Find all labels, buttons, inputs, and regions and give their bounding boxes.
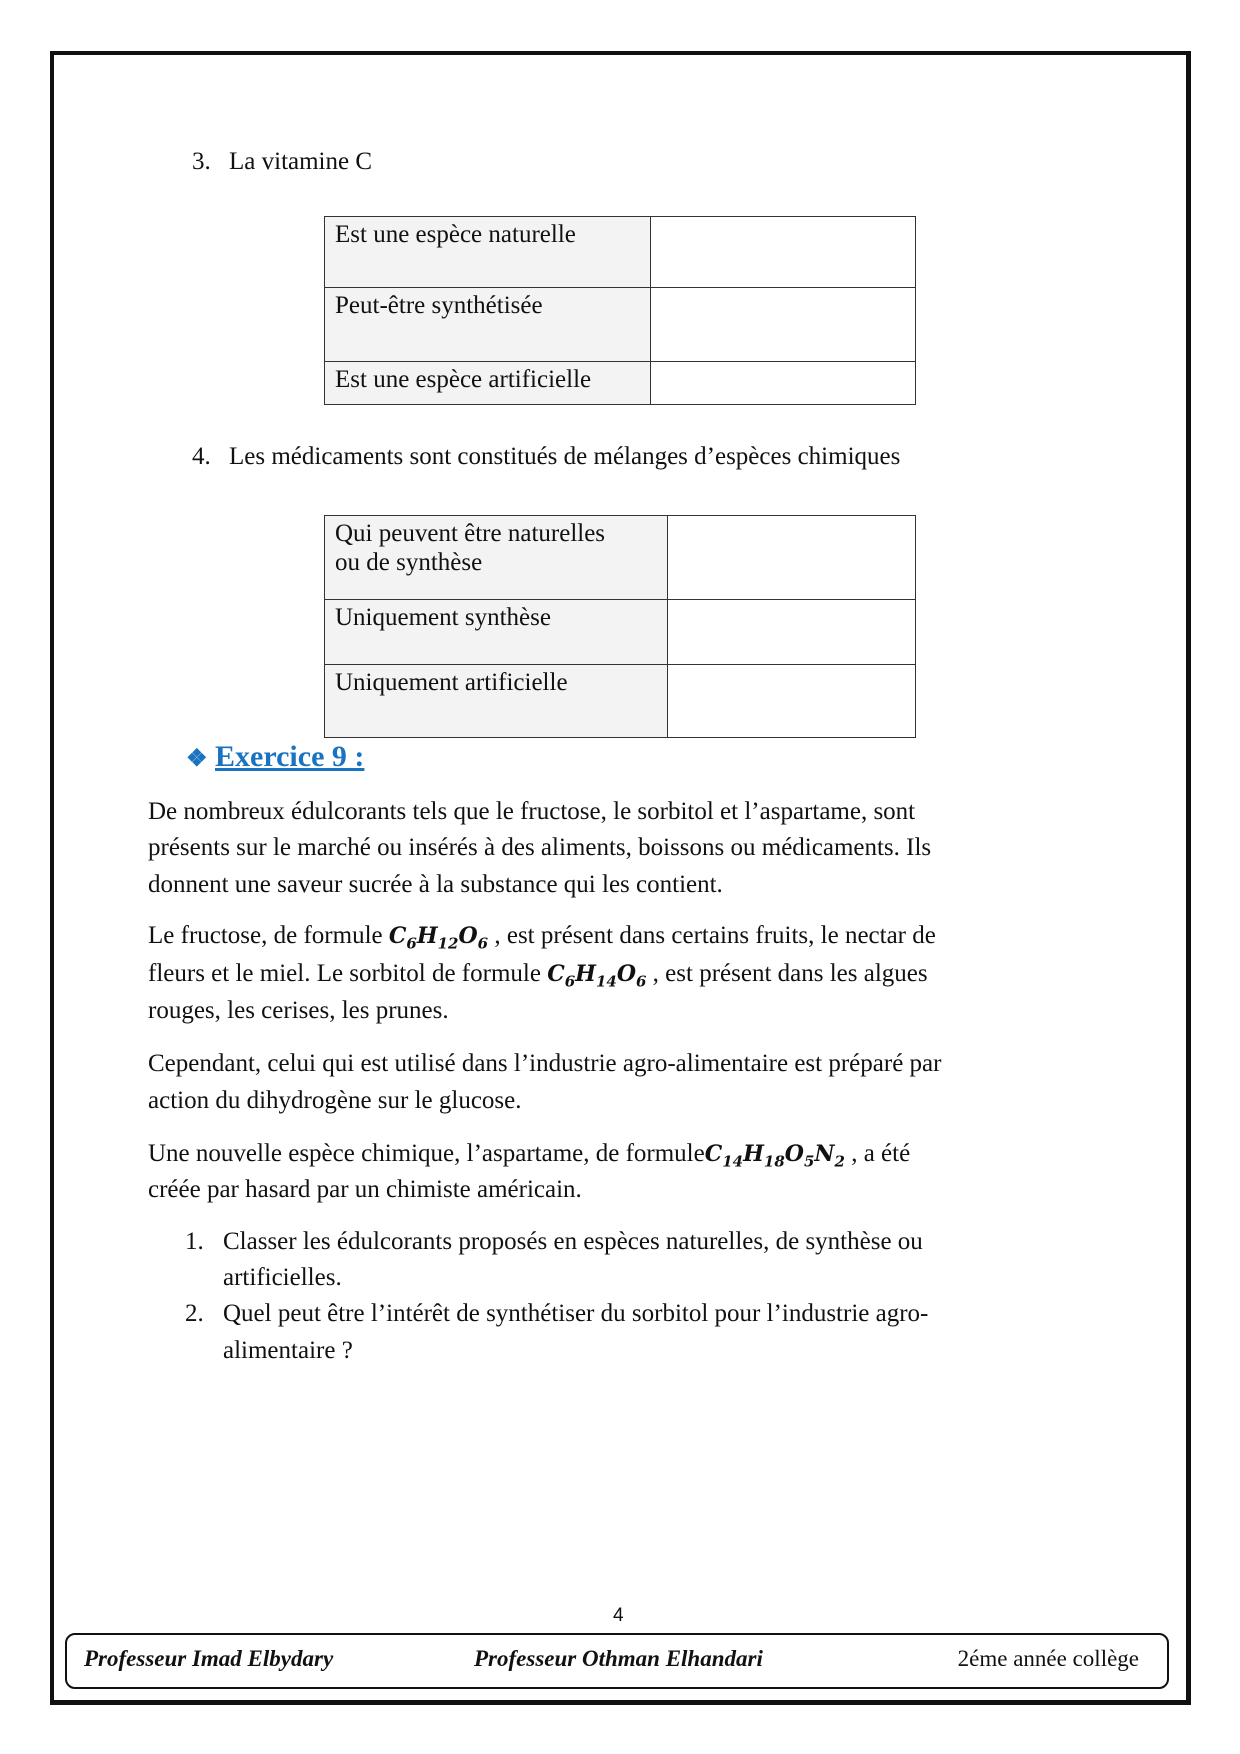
element-symbol: H xyxy=(743,1141,764,1167)
text-line xyxy=(148,1140,910,1170)
q4-answer-cell[interactable] xyxy=(668,665,916,738)
q4-row-label-line: ou de synthèse xyxy=(335,549,483,576)
text: fleurs et le miel. Le sorbitol de formule xyxy=(148,960,548,987)
text-line: Cependant, celui qui est utilisé dans l’industrie agro-alimentaire est préparé par xyxy=(148,1050,942,1077)
question-number: 2. xyxy=(185,1300,204,1327)
element-symbol: O xyxy=(616,961,636,987)
exercise-heading xyxy=(186,740,364,774)
subscript: 14 xyxy=(722,1152,744,1171)
subscript: 6 xyxy=(635,972,647,991)
aspartame-formula xyxy=(704,1141,845,1171)
element-symbol: H xyxy=(416,923,438,949)
text-line: donnent une saveur sucrée à la substance qui les contient. xyxy=(148,871,723,898)
q3-answer-cell[interactable] xyxy=(651,217,916,288)
footer-level: 2éme année collège xyxy=(957,1646,1139,1671)
question-text: artificielles. xyxy=(223,1264,342,1291)
text: Une nouvelle espèce chimique, l’aspartame, de formule xyxy=(148,1140,705,1167)
text-line: rouges, les cerises, les prunes. xyxy=(148,997,449,1024)
q4-row-label xyxy=(325,516,668,600)
subscript: 6 xyxy=(564,972,576,991)
q4-answer-cell[interactable] xyxy=(668,516,916,600)
text: Le fructose, de formule xyxy=(148,922,389,949)
subscript: 5 xyxy=(803,1152,815,1171)
q4-row-label-line: Qui peuvent être naturelles xyxy=(335,520,606,547)
q4-table xyxy=(324,515,916,738)
subscript: 2 xyxy=(834,1152,845,1171)
text-line xyxy=(148,922,936,952)
fructose-formula xyxy=(388,923,489,953)
q3-row-label: Est une espèce artificielle xyxy=(325,362,651,405)
page-number: 4 xyxy=(613,1605,624,1626)
subscript: 6 xyxy=(477,934,489,953)
question-number: 1. xyxy=(185,1228,204,1255)
footer-author-1: Professeur Imad Elbydary xyxy=(84,1646,334,1671)
question-text: Quel peut être l’intérêt de synthétiser du sorbitol pour l’industrie agro- xyxy=(223,1300,929,1327)
element-symbol: C xyxy=(704,1141,723,1167)
text-line: créée par hasard par un chimiste américain. xyxy=(148,1176,582,1203)
text: , est présent dans certains fruits, le nectar de xyxy=(488,922,936,949)
exercise-title: Exercice 9 : xyxy=(215,740,365,773)
element-symbol: O xyxy=(784,1141,804,1167)
element-symbol: H xyxy=(575,961,596,987)
q4-number: 4. xyxy=(192,443,211,470)
q4-row-label: Uniquement artificielle xyxy=(325,665,668,738)
text: , est présent dans les algues xyxy=(646,960,928,987)
footer-author-2: Professeur Othman Elhandari xyxy=(474,1646,763,1671)
text-line xyxy=(148,960,928,990)
text-line: De nombreux édulcorants tels que le fructose, le sorbitol et l’aspartame, sont xyxy=(148,798,916,825)
text-line: présents sur le marché ou insérés à des aliments, boissons ou médicaments. Ils xyxy=(148,834,932,861)
q3-row-label: Peut-être synthétisée xyxy=(325,288,651,362)
element-symbol: O xyxy=(458,923,478,949)
text: , a été xyxy=(844,1140,911,1167)
q4-row-label: Uniquement synthèse xyxy=(325,600,668,665)
question-text: alimentaire ? xyxy=(223,1337,353,1364)
sorbitol-formula xyxy=(547,961,647,991)
subscript: 14 xyxy=(595,972,617,991)
q3-number: 3. xyxy=(192,148,211,175)
element-symbol: C xyxy=(388,923,407,949)
subscript: 6 xyxy=(406,934,417,953)
q3-title: La vitamine C xyxy=(229,148,373,175)
element-symbol: C xyxy=(547,961,565,987)
q4-answer-cell[interactable] xyxy=(668,600,916,665)
q3-table xyxy=(324,216,916,405)
q3-answer-cell[interactable] xyxy=(651,288,916,362)
footer xyxy=(65,1633,1169,1689)
subscript: 12 xyxy=(437,934,459,953)
question-text: Classer les édulcorants proposés en espèces naturelles, de synthèse ou xyxy=(223,1228,923,1255)
subscript: 18 xyxy=(763,1152,785,1171)
q3-answer-cell[interactable] xyxy=(651,362,916,405)
q3-row-label: Est une espèce naturelle xyxy=(325,217,651,288)
element-symbol: N xyxy=(814,1141,835,1167)
diamond-bullet-icon: ❖ xyxy=(186,746,208,772)
q4-title: Les médicaments sont constitués de mélanges d’espèces chimiques xyxy=(229,443,901,470)
text-line: action du dihydrogène sur le glucose. xyxy=(148,1087,522,1114)
